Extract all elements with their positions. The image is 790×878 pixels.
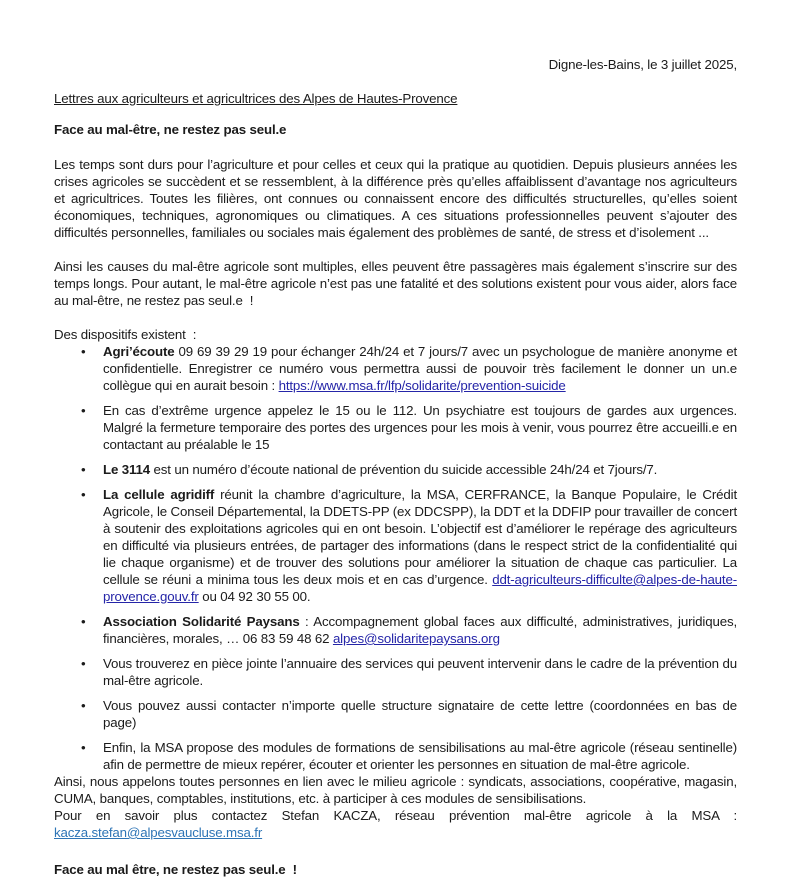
- bullet-text: Enfin, la MSA propose des modules de formations de sensibilisations au mal-être agricole (réseau sentinelle) afin de permettre de mieux repérer, écouter et orienter les personnes en situation de mal-être agricole.: [103, 740, 737, 772]
- bullet-text: Vous pouvez aussi contacter n’importe quelle structure signataire de cette lettre (coordonnées en bas de page): [103, 698, 737, 730]
- ddt-agriculteurs-email-link[interactable]: ddt-agriculteurs-difficulte@alpes-de-haute-provence.gouv.fr: [103, 572, 737, 604]
- bullet-bold-lead: Agri’écoute: [103, 344, 175, 359]
- dispositifs-label: Des dispositifs existent :: [54, 327, 197, 342]
- dateline: Digne-les-Bains, le 3 juillet 2025,: [548, 57, 737, 72]
- bullet-bold-lead: Le 3114: [103, 462, 151, 477]
- list-item-cellule-agridiff: [54, 486, 737, 605]
- bullet-text: est un numéro d’écoute national de prévention du suicide accessible 24h/24 et 7jours/7.: [150, 462, 658, 477]
- paragraph-causes: Ainsi les causes du mal-être agricole sont multiples, elles peuvent être passagères mais également s’inscrire sur des temps longs. Pour autant, le mal-être agricole n’est pas une fatalité et des solutions existent pour vous aider, alors face au mal-être, ne restez pas seul.e !: [54, 259, 737, 308]
- list-item-formations-msa: [54, 739, 737, 773]
- letter-title: Lettres aux agriculteurs et agricultrices des Alpes de Hautes-Provence: [54, 91, 458, 106]
- bullet-text-after: ou 04 92 30 55 00.: [198, 589, 311, 604]
- bullet-text: 09 69 39 29 19 pour échanger 24h/24 et 7 jours/7 avec un psychologue de manière anonyme et confidentielle. Enregistrer ce numéro vous permettra aussi de pouvoir très facilement le donner un un.e collègue qui en aurait besoin :: [103, 344, 737, 393]
- bullet-bold-lead: Association Solidarité Paysans: [103, 614, 300, 629]
- opening-heading: Face au mal-être, ne restez pas seul.e: [54, 122, 287, 137]
- msa-prevention-suicide-link[interactable]: https://www.msa.fr/lfp/solidarite/prevention-suicide: [278, 378, 566, 393]
- bullet-text: Vous trouverez en pièce jointe l’annuaire des services qui peuvent intervenir dans le cadre de la prévention du mal-être agricole.: [103, 656, 737, 688]
- closing-appeal: Ainsi, nous appelons toutes personnes en lien avec le milieu agricole : syndicats, associations, coopérative, magasin, CUMA, banques, comptables, institutions, etc. à participer à ces modules de sensibilisations.: [54, 774, 737, 806]
- closing-contact-line: Pour en savoir plus contactez Stefan KACZA, réseau prévention mal-être agricole à la MSA :: [54, 808, 737, 823]
- list-item-solidarite-paysans: [54, 613, 737, 647]
- list-item-annuaire: [54, 655, 737, 689]
- list-item-structures-signataires: [54, 697, 737, 731]
- closing-heading: Face au mal être, ne restez pas seul.e !: [54, 862, 297, 877]
- bullet-bold-lead: La cellule agridiff: [103, 487, 215, 502]
- bullet-text: En cas d’extrême urgence appelez le 15 ou le 112. Un psychiatre est toujours de gardes aux urgences. Malgré la fermeture temporaire des portes des urgences pour les mois à venir, vous pourrez être accueilli.e en contactant au préalable le 15: [103, 403, 737, 452]
- contact-email-line: [54, 824, 737, 841]
- bullet-text: réunit la chambre d’agriculture, la MSA, CERFRANCE, la Banque Populaire, le Crédit Agricole, le Conseil Départemental, la DDETS-PP (ex DDCSPP), la DDT et la DDFIP pour travailler de concert à soutenir des exploitations agricoles qui en ont besoin. L’objectif est d’améliorer le repérage des agriculteurs en difficulté via plusieurs entrées, de partager des informations (dans le respect strict de la confidentialité qui lie chaque organisme) et de trouver des solutions pour améliorer la situation de chaque cas particulier. La cellule se réuni a minima tous les deux mois et en cas d’urgence.: [103, 487, 737, 587]
- kacza-email-link[interactable]: kacza.stefan@alpesvaucluse.msa.fr: [54, 825, 263, 840]
- solidarite-paysans-email-link[interactable]: alpes@solidaritepaysans.org: [332, 631, 500, 646]
- paragraph-crisis-context: Les temps sont durs pour l’agriculture et pour celles et ceux qui la pratique au quotidien. Depuis plusieurs années les crises agricoles se succèdent et se ressemblent, à la différence près qu’elles affaiblissent d’avantage nos agriculteurs et agricultrices. Toutes les filières, ont connues ou connaissent encore des difficultés structurelles, qu’elles soient économiques, techniques, agronomiques ou climatiques. A ces situations professionnelles peuvent s’ajouter des difficultés personnelles, familiales ou sociales mais également des problèmes de santé, de stress et d’isolement ...: [54, 157, 737, 240]
- list-item-urgence: [54, 402, 737, 453]
- bullet-text: : Accompagnement global faces aux difficulté, administratives, juridiques, financières, morales, … 06 83 59 48 62: [103, 614, 737, 646]
- dispositifs-list: [54, 343, 737, 773]
- list-item-agriecoute: [54, 343, 737, 394]
- list-item-3114: [54, 461, 737, 478]
